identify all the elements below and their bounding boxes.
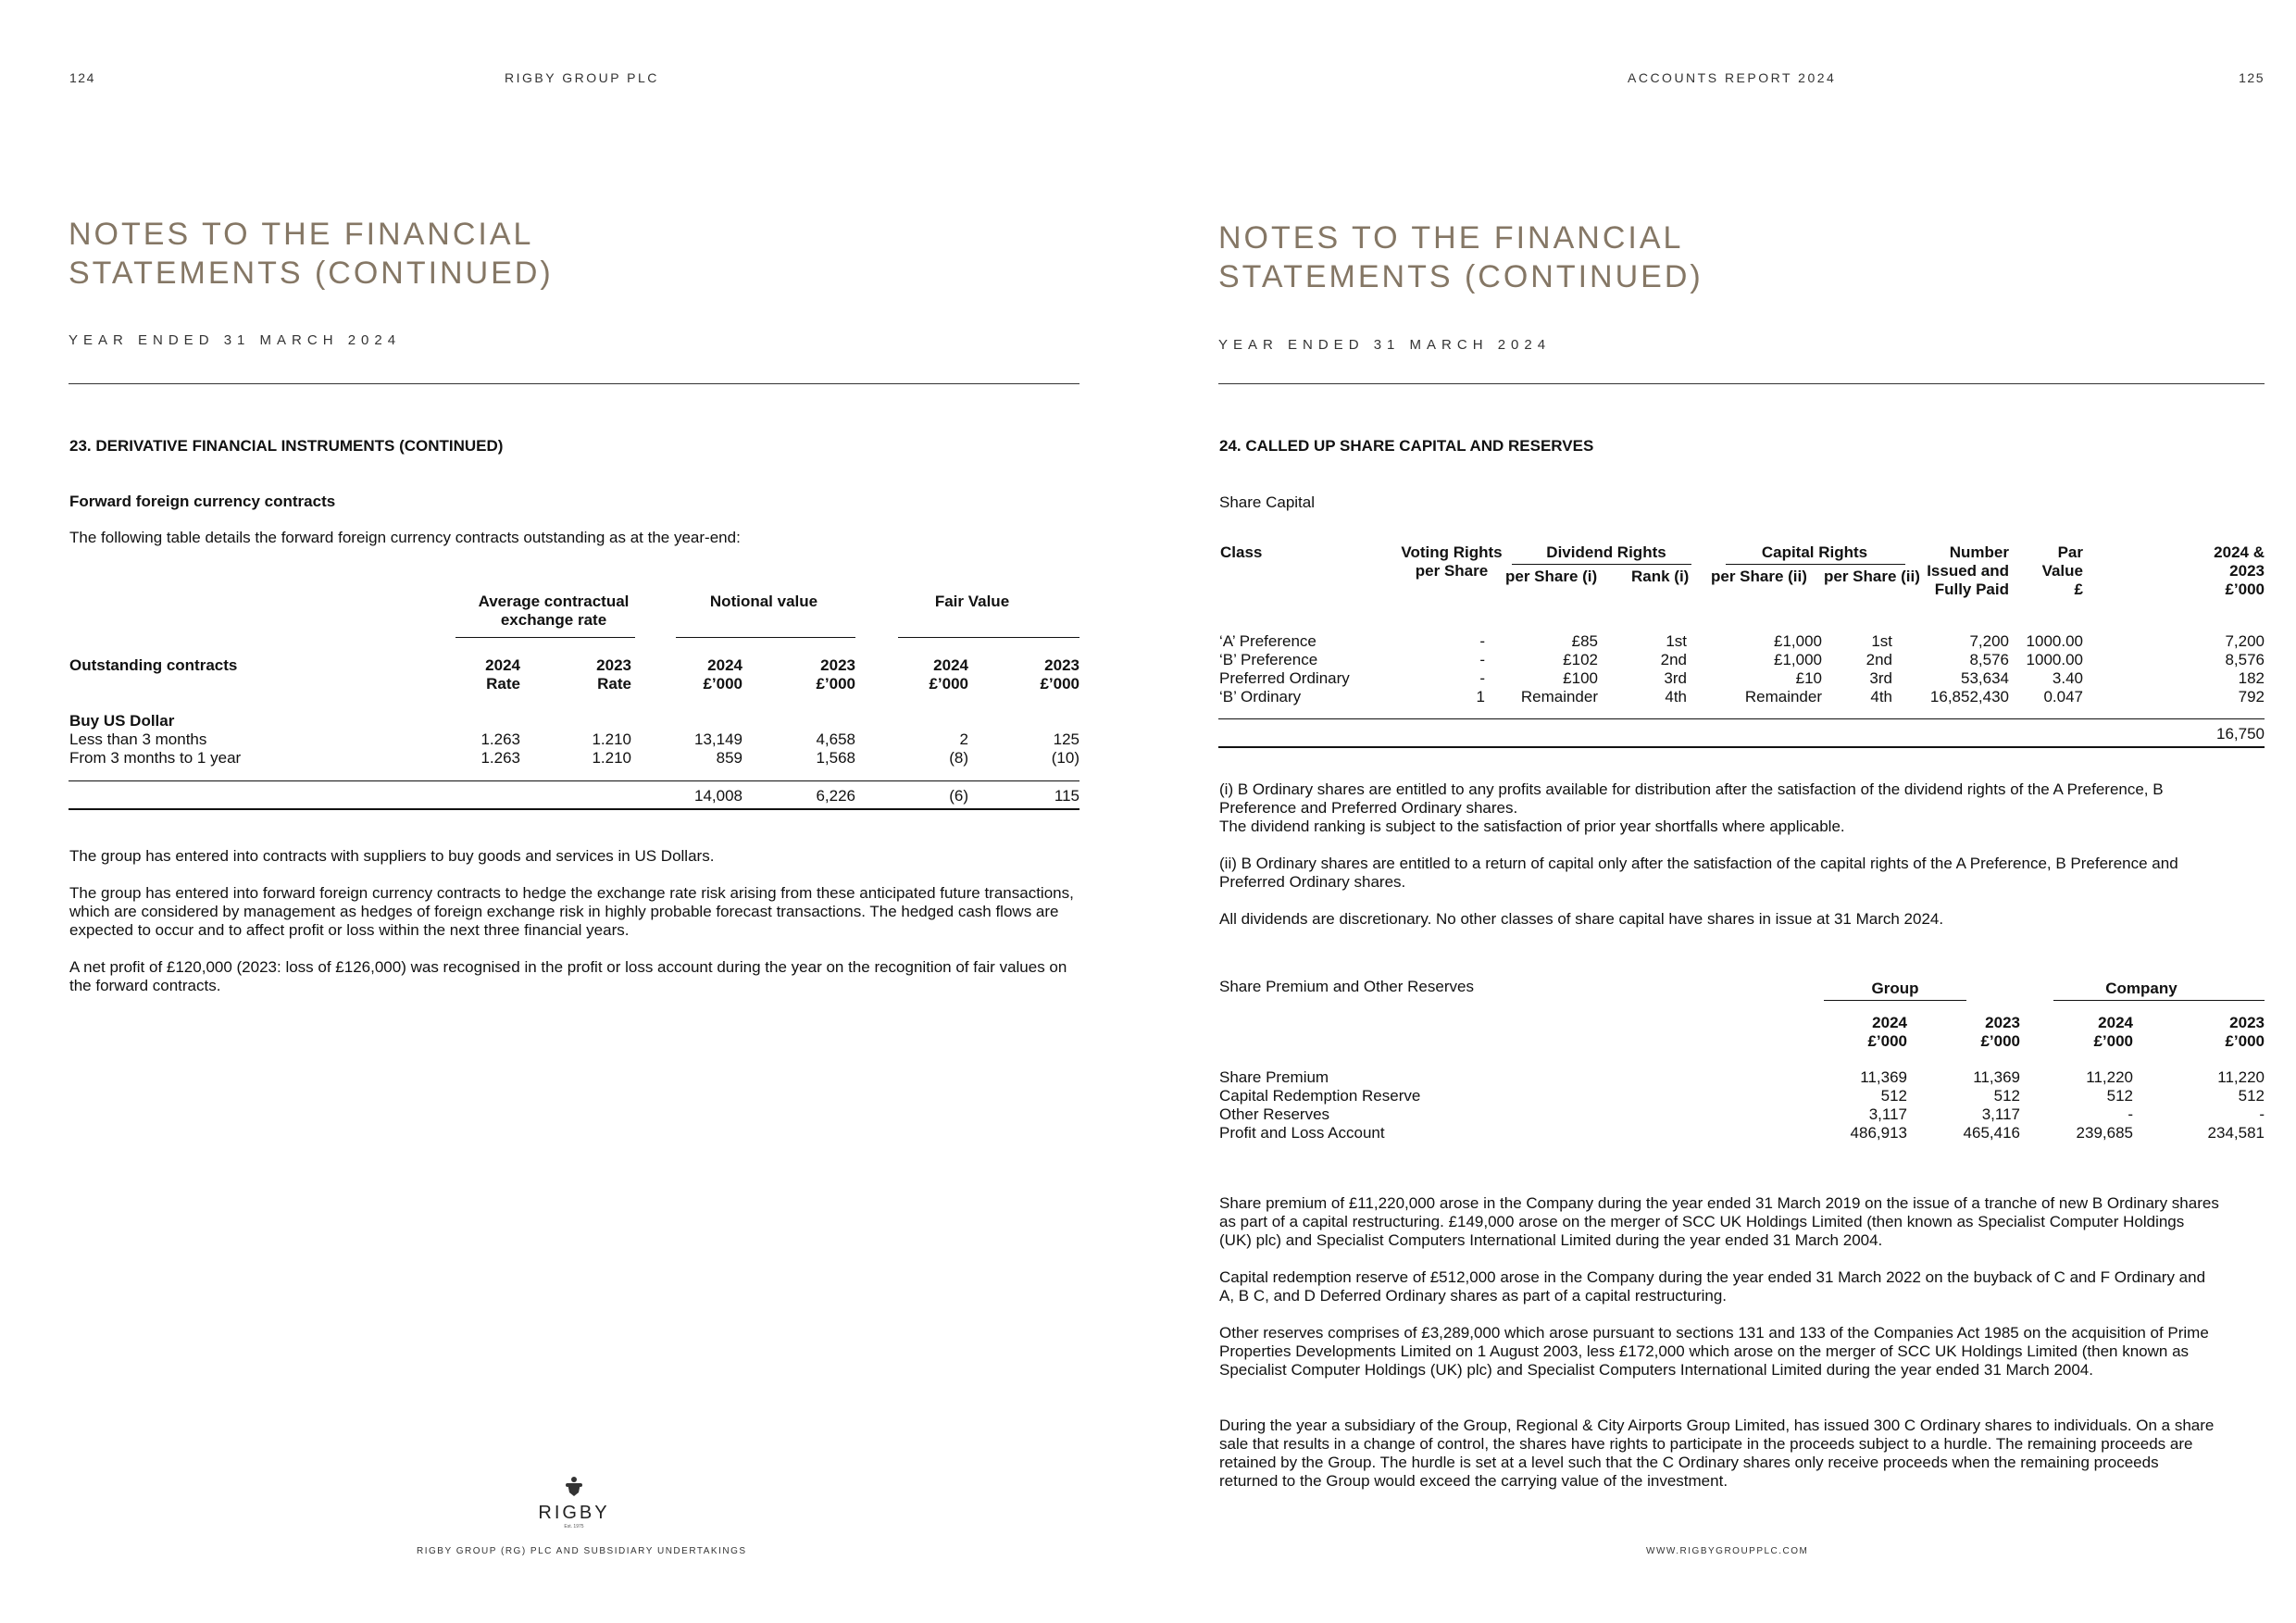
- note: (ii) B Ordinary shares are entitled to a return of capital only after the satisfaction of the capital rights of the A Preference, B Preference and Preferred Ordinary shares.: [1219, 855, 2178, 891]
- table-column: 13,149 859: [694, 730, 742, 767]
- header-underline: [1726, 564, 1905, 565]
- column-header-div-per-share: per Share (i): [1505, 568, 1598, 585]
- table-row-label: Other Reserves: [1219, 1105, 1330, 1123]
- page-heading: [1218, 218, 1703, 296]
- table-column: 2 (8): [949, 730, 968, 767]
- total-rule-top: [1218, 718, 2265, 719]
- table-column: 125 (10): [1051, 730, 1079, 767]
- paragraph: Other reserves comprises of £3,289,000 which arose pursuant to sections 131 and 133 of the Companies Act 1985 on the acquisition of Prime Properties Developments Limited on 1 August 2003, less £172,000 which arose on the merger of SCC UK Holdings Limited (then known as Specialist Computer Holdings (UK) plc) and Specialist Computers International Limited during the year ended 31 March 2004.: [1219, 1324, 2209, 1379]
- table-column: 11,220 512 - 234,581: [2207, 1068, 2265, 1142]
- table-column-number: 7,200 8,576 53,634 16,852,430: [1929, 632, 2009, 705]
- divider: [69, 383, 1079, 384]
- total-value: (6): [949, 787, 968, 805]
- total-value: 6,226: [816, 787, 855, 805]
- column-header: 2024 £’000: [929, 656, 968, 693]
- row-header: Outstanding contracts: [69, 656, 238, 674]
- table-column: 1.263 1.263: [480, 730, 520, 767]
- reserves-label: Share Premium and Other Reserves: [1219, 978, 1474, 995]
- footer: RIGBY GROUP (RG) PLC AND SUBSIDIARY UNDERTAKINGS: [417, 1546, 747, 1556]
- total-rule-top: [69, 780, 1079, 781]
- share-capital-label: Share Capital: [1219, 493, 1316, 511]
- column-header: 2023 Rate: [596, 656, 631, 693]
- right-page: [1148, 0, 2296, 1623]
- heading-line: STATEMENTS (CONTINUED): [1218, 259, 1703, 294]
- heading-line: STATEMENTS (CONTINUED): [69, 256, 554, 291]
- table-row-label: ‘B’ Ordinary: [1219, 688, 1302, 705]
- header-underline: [1512, 564, 1691, 565]
- rigby-logo: [528, 1476, 620, 1530]
- header-underline: [676, 637, 855, 638]
- running-head: RIGBY GROUP PLC: [505, 70, 659, 85]
- reserves-row-labels: [1219, 1068, 1420, 1142]
- page-number: 125: [2239, 70, 2265, 85]
- column-header-dividend: Dividend Rights: [1546, 543, 1666, 561]
- column-header: 2023 £’000: [1040, 656, 1079, 693]
- column-header-cap-per-share: per Share (ii): [1711, 568, 1807, 585]
- column-header-voting: Voting Rights per Share: [1401, 543, 1503, 580]
- total-rule-bottom: [69, 808, 1079, 810]
- table-column-par: 1000.00 1000.00 3.40 0.047: [2026, 632, 2083, 705]
- table-column: 11,369 512 3,117 486,913: [1850, 1068, 1907, 1142]
- header-underline: [455, 637, 635, 638]
- column-header: 2024 £’000: [2093, 1014, 2133, 1050]
- table-row-label: Share Premium: [1219, 1068, 1329, 1086]
- table-column-voting: - - - 1: [1476, 632, 1485, 705]
- paragraph: The group has entered into forward foreign currency contracts to hedge the exchange rate risk arising from these anticipated future transactions, which are considered by management as hedges of foreign exchange risk in highly probable forecast transactions. The hedged cash flows are expected to occur and to affect profit or loss within the next three financial years.: [69, 884, 1074, 939]
- total-value: 115: [1054, 787, 1079, 805]
- footer: WWW.RIGBYGROUPPLC.COM: [1646, 1546, 1809, 1556]
- total-rule-bottom: [1218, 746, 2265, 748]
- column-header-capital: Capital Rights: [1761, 543, 1868, 561]
- column-header-class: Class: [1220, 543, 1263, 561]
- table-row-label: Preferred Ordinary: [1219, 669, 1350, 687]
- note: The dividend ranking is subject to the satisfaction of prior year shortfalls where applicable.: [1219, 818, 1845, 835]
- column-header: 2023 £’000: [1980, 1014, 2020, 1050]
- group-header-company: Company: [2105, 980, 2177, 997]
- heading-line: NOTES TO THE FINANCIAL: [1218, 220, 1684, 256]
- paragraph: Capital redemption reserve of £512,000 arose in the Company during the year ended 31 March 2022 on the buyback of C and F Ordinary and A, B C, and D Deferred Ordinary shares as part of a capital restructuring.: [1219, 1268, 2206, 1305]
- table-column: 4,658 1,568: [816, 730, 855, 767]
- table-row-label: From 3 months to 1 year: [69, 749, 242, 767]
- column-header-total: 2024 & 2023 £’000: [2214, 543, 2265, 598]
- column-header-cap-rank: per Share (ii): [1824, 568, 1920, 585]
- table-column: 11,369 512 3,117 465,416: [1963, 1068, 2020, 1142]
- header-underline: [1824, 1000, 1966, 1001]
- table-row-label: ‘B’ Preference: [1219, 651, 1318, 668]
- header-underline: [2053, 1000, 2265, 1001]
- table-column: 1.210 1.210: [592, 730, 631, 767]
- table-section-label: Buy US Dollar: [69, 712, 175, 730]
- table-column-rank: 1st 2nd 3rd 4th: [1660, 632, 1687, 705]
- table-row-label: Profit and Loss Account: [1219, 1124, 1385, 1142]
- running-head: ACCOUNTS REPORT 2024: [1628, 70, 1837, 85]
- heading-line: NOTES TO THE FINANCIAL: [69, 217, 534, 252]
- crest-icon: [564, 1476, 584, 1498]
- row-labels: [69, 730, 241, 768]
- year-line: YEAR ENDED 31 MARCH 2024: [69, 332, 402, 348]
- column-header-number: Number Issued and Fully Paid: [1927, 543, 2009, 598]
- group-header-notional: Notional value: [709, 593, 818, 610]
- table-row-label: Capital Redemption Reserve: [1219, 1087, 1421, 1105]
- table-row-label: Less than 3 months: [69, 730, 207, 748]
- column-header-par: Par Value £: [2041, 543, 2083, 598]
- column-header: 2023 £’000: [816, 656, 855, 693]
- note: All dividends are discretionary. No other classes of share capital have shares in issue at 31 March 2024.: [1219, 910, 1944, 928]
- column-header: 2024 £’000: [1867, 1014, 1907, 1050]
- note: (i) B Ordinary shares are entitled to any profits available for distribution after the satisfaction of the dividend rights of the A Preference, B Preference and Preferred Ordinary shares.: [1219, 780, 2164, 817]
- subsection-title: Forward foreign currency contracts: [69, 493, 336, 510]
- paragraph: During the year a subsidiary of the Group, Regional & City Airports Group Limited, has issued 300 C Ordinary shares to individuals. On a share sale that results in a change of control, the shares have rights to participate in the proceeds subject to a hurdle. The remaining proceeds are retained by the Group. The hurdle is set at a level such that the C Ordinary shares only receive proceeds when the remaining proceeds returned to the Group would exceed the carrying value of the investment.: [1219, 1417, 2215, 1490]
- section-title: 23. DERIVATIVE FINANCIAL INSTRUMENTS (CONTINUED): [69, 437, 504, 455]
- intro-text: The following table details the forward foreign currency contracts outstanding as at the year-end:: [69, 529, 741, 546]
- table-column: 11,220 512 - 239,685: [2076, 1068, 2133, 1142]
- year-line: YEAR ENDED 31 MARCH 2024: [1218, 337, 1552, 353]
- page-heading: [69, 215, 554, 293]
- column-header: 2024 £’000: [703, 656, 742, 693]
- table-column-class: [1219, 632, 1350, 706]
- column-header: 2024 Rate: [485, 656, 520, 693]
- group-header-avg-rate: [452, 593, 655, 630]
- header-line: Average contractual: [478, 593, 630, 610]
- page-number: 124: [69, 70, 95, 85]
- header-line: exchange rate: [500, 611, 607, 629]
- column-header: 2023 £’000: [2225, 1014, 2265, 1050]
- grand-total: 16,750: [2216, 725, 2265, 743]
- table-column-cap: £1,000 £1,000 £10 Remainder: [1744, 632, 1822, 705]
- logo-wordmark: RIGBY: [538, 1503, 610, 1523]
- table-row-label: ‘A’ Preference: [1219, 632, 1316, 650]
- group-header-fair-value: Fair Value: [934, 593, 1010, 610]
- header-underline: [898, 637, 1079, 638]
- logo-established: Est. 1975: [564, 1524, 584, 1529]
- divider: [1218, 383, 2265, 384]
- paragraph: The group has entered into contracts with suppliers to buy goods and services in US Dollars.: [69, 847, 715, 865]
- table-column-div: £85 £102 £100 Remainder: [1520, 632, 1598, 705]
- paragraph: A net profit of £120,000 (2023: loss of £126,000) was recognised in the profit or loss account during the year on the recognition of fair values on the forward contracts.: [69, 958, 1067, 994]
- section-title: 24. CALLED UP SHARE CAPITAL AND RESERVES: [1219, 437, 1594, 455]
- group-header-group: Group: [1871, 980, 1919, 997]
- table-column-cap-rank: 1st 2nd 3rd 4th: [1866, 632, 1892, 705]
- column-header-div-rank: Rank (i): [1631, 568, 1690, 585]
- total-value: 14,008: [694, 787, 742, 805]
- table-column-total: 7,200 8,576 182 792: [2225, 632, 2265, 705]
- paragraph: Share premium of £11,220,000 arose in the Company during the year ended 31 March 2019 on the issue of a tranche of new B Ordinary shares as part of a capital restructuring. £149,000 arose on the merger of SCC UK Holdings Limited (then known as Specialist Computer Holdings (UK) plc) and Specialist Computers International Limited during the year ended 31 March 2004.: [1219, 1194, 2219, 1249]
